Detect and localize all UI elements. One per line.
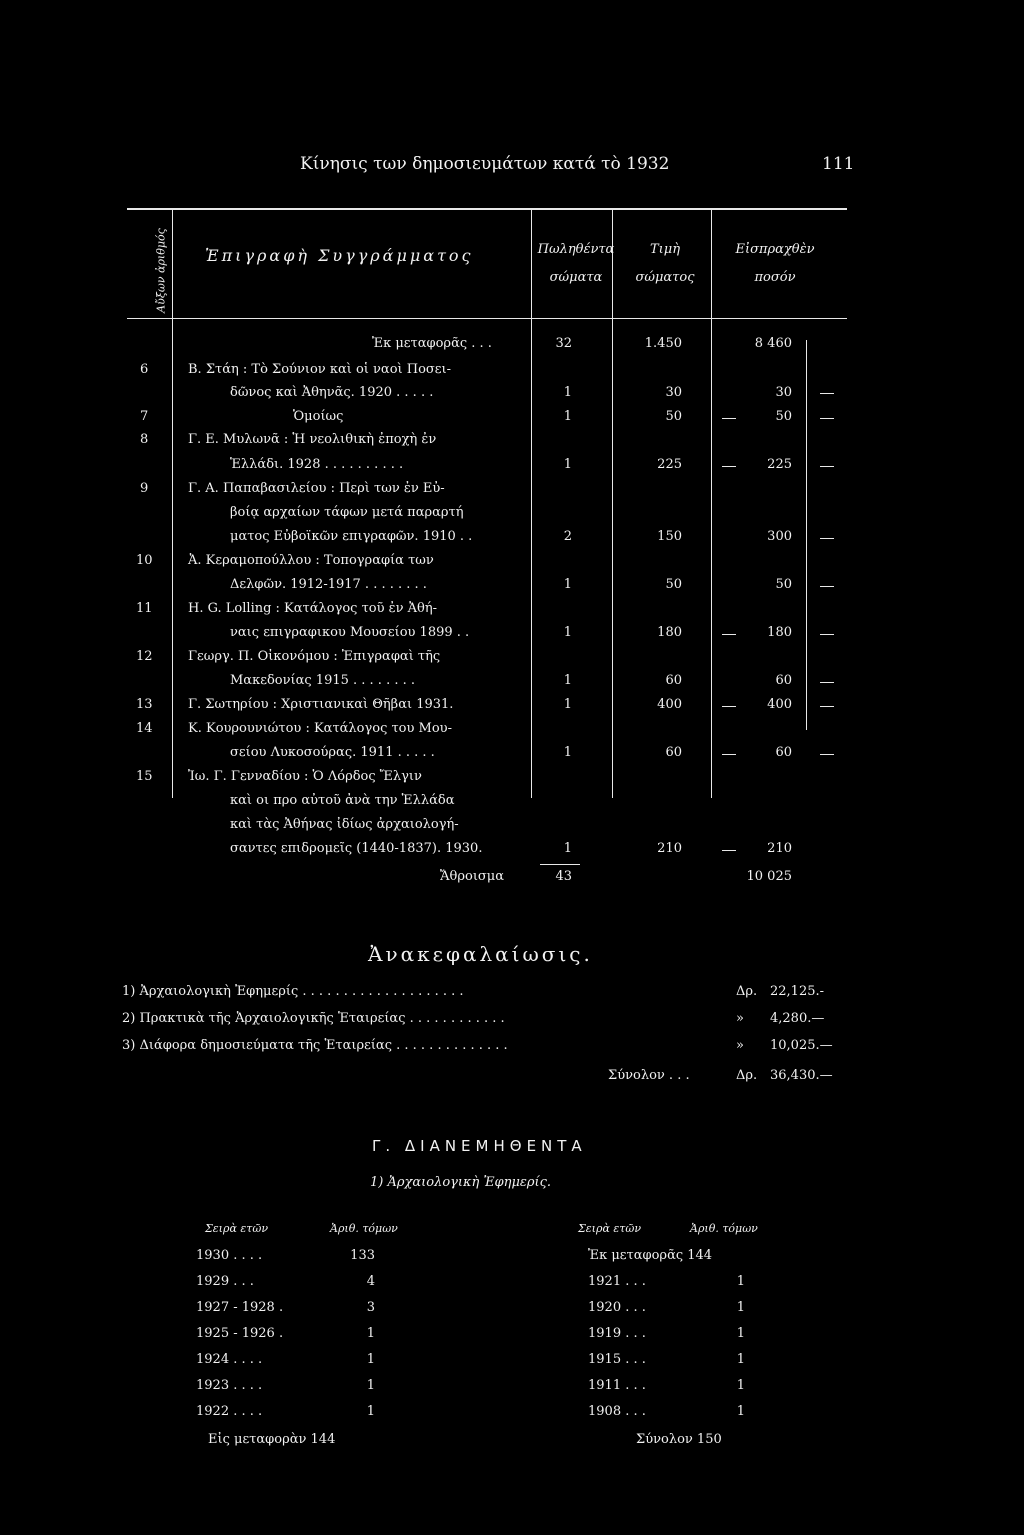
- row-13-collected: 400: [767, 697, 792, 712]
- row-6-price: 30: [665, 385, 682, 400]
- row-11-dash-2: [820, 634, 834, 635]
- left-footer: Εἰς μεταφορὰν 144: [208, 1432, 336, 1447]
- right-footer: Σύνολον 150: [636, 1432, 722, 1447]
- total-label: Ἄθροισμα: [440, 869, 505, 884]
- header-bottom-rule: [127, 318, 847, 319]
- row-11-sold: 1: [563, 625, 572, 640]
- summary-heading: Ἀνακεφαλαίωσις.: [368, 942, 593, 966]
- row-8-collected: 225: [767, 457, 792, 472]
- right-count-3: 1: [736, 1326, 745, 1341]
- right-count-1: 1: [736, 1274, 745, 1289]
- col-divider-1: [172, 210, 173, 798]
- row-12-line-1: Γεωργ. Π. Οἰκονόμου : Ἐπιγραφαὶ τῆς: [188, 649, 441, 664]
- carry-in-label: Ἐκ μεταφορᾶς . . .: [372, 336, 492, 351]
- row-7-dash-2: [820, 418, 834, 419]
- total-collected: 10 025: [746, 869, 792, 884]
- col-divider-3: [612, 210, 613, 798]
- right-year-4: 1915 . . .: [588, 1352, 646, 1367]
- row-10-line-2: Δελφῶν. 1912-1917 . . . . . . . .: [230, 577, 427, 592]
- section-c-subheading: 1) Ἀρχαιολογικὴ Ἐφημερίς.: [370, 1175, 552, 1190]
- row-12-price: 60: [665, 673, 682, 688]
- row-13-num: 13: [136, 697, 153, 712]
- row-9-dash: [820, 538, 834, 539]
- row-14-num: 14: [136, 721, 153, 736]
- row-9-line-1: Γ. Α. Παπαβασιλείου : Περὶ των ἐν Εὐ-: [188, 481, 445, 496]
- right-head: Ἐκ μεταφορᾶς 144: [588, 1248, 713, 1263]
- row-10-dash: [820, 586, 834, 587]
- row-9-collected: 300: [767, 529, 792, 544]
- col-divider-5: [806, 340, 807, 730]
- left-count-4: 1: [366, 1326, 375, 1341]
- row-15-line-3: καὶ τὰς Ἀθήνας ἰδίως ἀρχαιολογή-: [230, 817, 459, 832]
- right-year-5: 1911 . . .: [588, 1378, 646, 1393]
- left-col-header-vols: Ἀριθ. τόμων: [330, 1222, 398, 1235]
- row-8-dash-2: [820, 466, 834, 467]
- row-10-price: 50: [665, 577, 682, 592]
- row-15-line-4: σαντες επιδρομεῖς (1440-1837). 1930.: [230, 841, 483, 856]
- left-count-6: 1: [366, 1378, 375, 1393]
- col-header-title: Ἐπιγραφὴ Συγγράμματος: [205, 246, 474, 265]
- carry-in-price: 1.450: [644, 336, 682, 351]
- carry-in-collected: 8 460: [754, 336, 792, 351]
- right-col-header-vols: Ἀριθ. τόμων: [690, 1222, 758, 1235]
- summary-item-2-label: 2) Πρακτικὰ τῆς Ἀρχαιολογικῆς Ἑταιρείας . . . . . . . . . . . .: [122, 1011, 505, 1026]
- row-12-collected: 60: [775, 673, 792, 688]
- row-9-price: 150: [657, 529, 682, 544]
- row-7-collected: 50: [775, 409, 792, 424]
- row-6-sold: 1: [563, 385, 572, 400]
- left-col-header-years: Σειρὰ ετῶν: [205, 1222, 269, 1235]
- row-12-dash: [820, 682, 834, 683]
- row-8-num: 8: [140, 432, 149, 447]
- row-15-line-2: καὶ οι προ αὐτοῦ ἀνὰ την Ἑλλάδα: [230, 793, 455, 808]
- row-14-price: 60: [665, 745, 682, 760]
- row-15-collected: 210: [767, 841, 792, 856]
- running-title: Κίνησις των δημοσιευμάτων κατά τὸ 1932: [300, 154, 670, 174]
- summary-item-1-amount: 22,125.-: [770, 984, 825, 999]
- table-top-rule: [127, 208, 847, 210]
- section-c-heading: Γ. ΔΙΑΝΕΜΗΘΕΝΤΑ: [372, 1137, 587, 1155]
- left-year-4: 1925 - 1926 .: [196, 1326, 284, 1341]
- col-divider-4: [711, 210, 712, 798]
- summary-item-3-cur: »: [736, 1038, 744, 1053]
- row-7-price: 50: [665, 409, 682, 424]
- row-8-line-1: Γ. Ε. Μυλωνᾶ : Ἡ νεολιθικὴ ἐποχὴ ἐν: [188, 432, 437, 447]
- total-rule: [540, 864, 580, 865]
- row-14-line-2: σείου Λυκοσούρας. 1911 . . . . .: [230, 745, 435, 760]
- right-count-2: 1: [736, 1300, 745, 1315]
- row-6-num: 6: [140, 362, 149, 377]
- row-7-num: 7: [140, 409, 149, 424]
- summary-total-amount: 36,430.—: [770, 1068, 833, 1083]
- row-14-collected: 60: [775, 745, 792, 760]
- summary-item-3-amount: 10,025.—: [770, 1038, 833, 1053]
- row-13-line-1: Γ. Σωτηρίου : Χριστιανικαὶ Θῆβαι 1931.: [188, 697, 454, 712]
- left-year-6: 1923 . . . .: [196, 1378, 263, 1393]
- summary-item-2-amount: 4,280.—: [770, 1011, 825, 1026]
- row-8-price: 225: [657, 457, 682, 472]
- row-6-dash: [820, 393, 834, 394]
- col-header-price-1: Τιμὴ: [649, 242, 680, 257]
- row-12-num: 12: [136, 649, 153, 664]
- row-12-line-2: Μακεδονίας 1915 . . . . . . . .: [230, 673, 415, 688]
- row-15-num: 15: [136, 769, 153, 784]
- col-header-sold-1: Πωληθέντα: [537, 242, 615, 257]
- right-count-4: 1: [736, 1352, 745, 1367]
- left-year-7: 1922 . . . .: [196, 1404, 263, 1419]
- row-15-sold: 1: [563, 841, 572, 856]
- col-header-collected-1: Εἰσπραχθὲν: [735, 242, 815, 257]
- row-9-line-2: βοίᾳ αρχαίων τάφων μετά παραρτή: [230, 505, 464, 520]
- row-9-line-3: ματος Εὐβοϊκῶν επιγραφῶν. 1910 . .: [230, 529, 473, 544]
- row-11-num: 11: [136, 601, 153, 616]
- total-sold: 43: [555, 869, 572, 884]
- row-11-price: 180: [657, 625, 682, 640]
- row-10-num: 10: [136, 553, 153, 568]
- row-11-line-2: ναις επιγραφικου Μουσείου 1899 . .: [230, 625, 470, 640]
- row-8-sold: 1: [563, 457, 572, 472]
- row-10-sold: 1: [563, 577, 572, 592]
- row-14-line-1: Κ. Κουρουνιώτου : Κατάλογος του Μου-: [188, 721, 452, 736]
- summary-item-3-label: 3) Διάφορα δημοσιεύματα τῆς Ἑταιρείας . . . . . . . . . . . . . .: [122, 1038, 508, 1053]
- left-year-3: 1927 - 1928 .: [196, 1300, 284, 1315]
- right-year-1: 1921 . . .: [588, 1274, 646, 1289]
- row-6-line-1: Β. Στάη : Τὸ Σούνιον καὶ οἱ ναοὶ Ποσει-: [188, 362, 452, 377]
- page-number: 111: [822, 154, 855, 174]
- row-13-dash-2: [820, 706, 834, 707]
- row-9-num: 9: [140, 481, 149, 496]
- right-count-5: 1: [736, 1378, 745, 1393]
- row-10-collected: 50: [775, 577, 792, 592]
- row-7-line-1: Ὁμοίως: [293, 409, 344, 424]
- row-8-line-2: Ἑλλάδι. 1928 . . . . . . . . . .: [230, 457, 404, 472]
- left-count-7: 1: [366, 1404, 375, 1419]
- row-12-sold: 1: [563, 673, 572, 688]
- left-year-1: 1930 . . . .: [196, 1248, 263, 1263]
- col-header-num: Αὔξων ἀριθμός: [154, 228, 168, 313]
- row-13-price: 400: [657, 697, 682, 712]
- row-14-sold: 1: [563, 745, 572, 760]
- right-year-2: 1920 . . .: [588, 1300, 646, 1315]
- summary-item-2-cur: »: [736, 1011, 744, 1026]
- row-6-collected: 30: [775, 385, 792, 400]
- left-year-5: 1924 . . . .: [196, 1352, 263, 1367]
- row-14-dash-2: [820, 754, 834, 755]
- row-10-line-1: Ἀ. Κεραμοπούλλου : Τοπογραφία των: [188, 553, 434, 568]
- row-15-price: 210: [657, 841, 682, 856]
- col-header-sold-2: σώματα: [549, 270, 603, 285]
- right-count-6: 1: [736, 1404, 745, 1419]
- row-7-sold: 1: [563, 409, 572, 424]
- right-year-6: 1908 . . .: [588, 1404, 646, 1419]
- row-11-line-1: Η. G. Lolling : Κατάλογος τοῦ ἐν Ἀθή-: [188, 601, 438, 616]
- row-6-line-2: δῶνος καὶ Ἀθηνᾶς. 1920 . . . . .: [230, 385, 434, 400]
- col-header-collected-2: ποσόν: [754, 270, 796, 285]
- left-year-2: 1929 . . .: [196, 1274, 254, 1289]
- summary-item-1-cur: Δρ.: [736, 984, 758, 999]
- right-year-3: 1919 . . .: [588, 1326, 646, 1341]
- summary-total-label: Σύνολον . . .: [608, 1068, 690, 1083]
- left-count-1: 133: [350, 1248, 375, 1263]
- col-header-price-2: σώματος: [635, 270, 695, 285]
- row-11-collected: 180: [767, 625, 792, 640]
- left-count-3: 3: [366, 1300, 375, 1315]
- carry-in-sold: 32: [555, 336, 572, 351]
- summary-total-cur: Δρ.: [736, 1068, 758, 1083]
- row-9-sold: 2: [563, 529, 572, 544]
- right-col-header-years: Σειρὰ ετῶν: [578, 1222, 642, 1235]
- row-15-line-1: Ἰω. Γ. Γενναδίου : Ὁ Λόρδος Ἔλγιν: [188, 769, 422, 784]
- left-count-5: 1: [366, 1352, 375, 1367]
- row-13-sold: 1: [563, 697, 572, 712]
- left-count-2: 4: [366, 1274, 375, 1289]
- summary-item-1-label: 1) Ἀρχαιολογικὴ Ἐφημερίς . . . . . . . . . . . . . . . . . . . .: [122, 984, 464, 999]
